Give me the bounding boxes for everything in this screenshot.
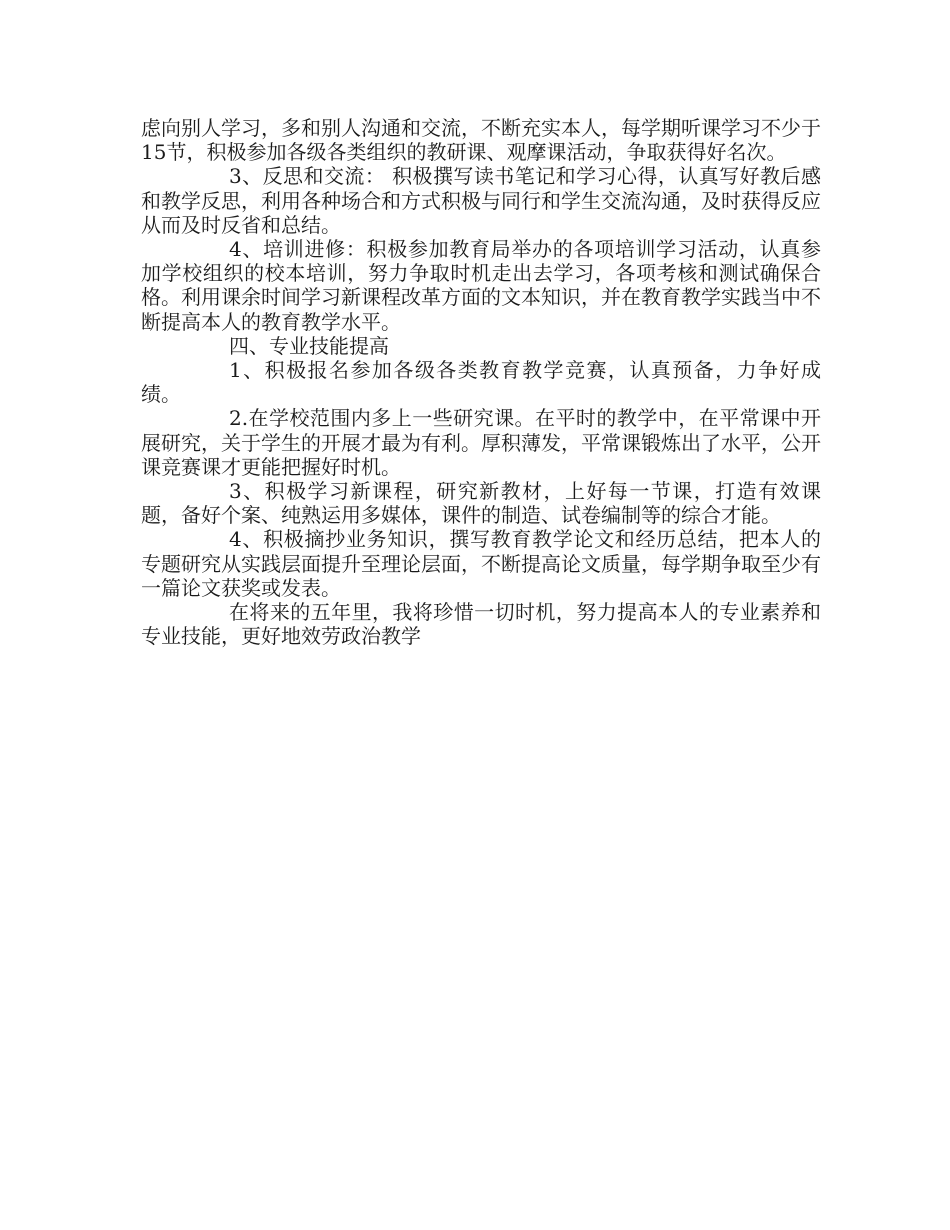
paragraph-reflection: 3、反思和交流： 积极撰写读书笔记和学习心得，认真写好教后感和教学反思，利用各种场合和方式积极与同行和学生交流沟通，及时获得反应从而及时反省和总结。 xyxy=(141,164,821,237)
paragraph-training: 4、培训进修：积极参加教育局举办的各项培训学习活动，认真参加学校组织的校本培训，努力争取时机走出去学习，各项考核和测试确保合格。利用课余时间学习新课程改革方面的文本知识，并在教育教学实践当中不断提高本人的教育教学水平。 xyxy=(141,237,821,334)
paragraph-continuation: 虑向别人学习，多和别人沟通和交流，不断充实本人，每学期听课学习不少于15节，积极参加各级各类组织的教研课、观摩课活动，争取获得好名次。 xyxy=(141,116,821,165)
document-body xyxy=(141,116,821,648)
paragraph-competition: 1、积极报名参加各级各类教育教学竞赛，认真预备，力争好成绩。 xyxy=(141,358,821,407)
paragraph-conclusion: 在将来的五年里，我将珍惜一切时机，努力提高本人的专业素养和专业技能，更好地效劳政治教学 xyxy=(141,600,821,649)
section-heading-skills: 四、专业技能提高 xyxy=(229,333,389,358)
paragraph-papers: 4、积极摘抄业务知识，撰写教育教学论文和经历总结，把本人的专题研究从实践层面提升至理论层面，不断提高论文质量，每学期争取至少有一篇论文获奖或发表。 xyxy=(141,527,821,600)
paragraph-new-curriculum: 3、积极学习新课程，研究新教材，上好每一节课，打造有效课题，备好个案、纯熟运用多媒体，课件的制造、试卷编制等的综合才能。 xyxy=(141,479,821,528)
paragraph-research-lessons: 2.在学校范围内多上一些研究课。在平时的教学中，在平常课中开展研究，关于学生的开展才最为有利。厚积薄发，平常课锻炼出了水平，公开课竞赛课才更能把握好时机。 xyxy=(141,406,821,479)
